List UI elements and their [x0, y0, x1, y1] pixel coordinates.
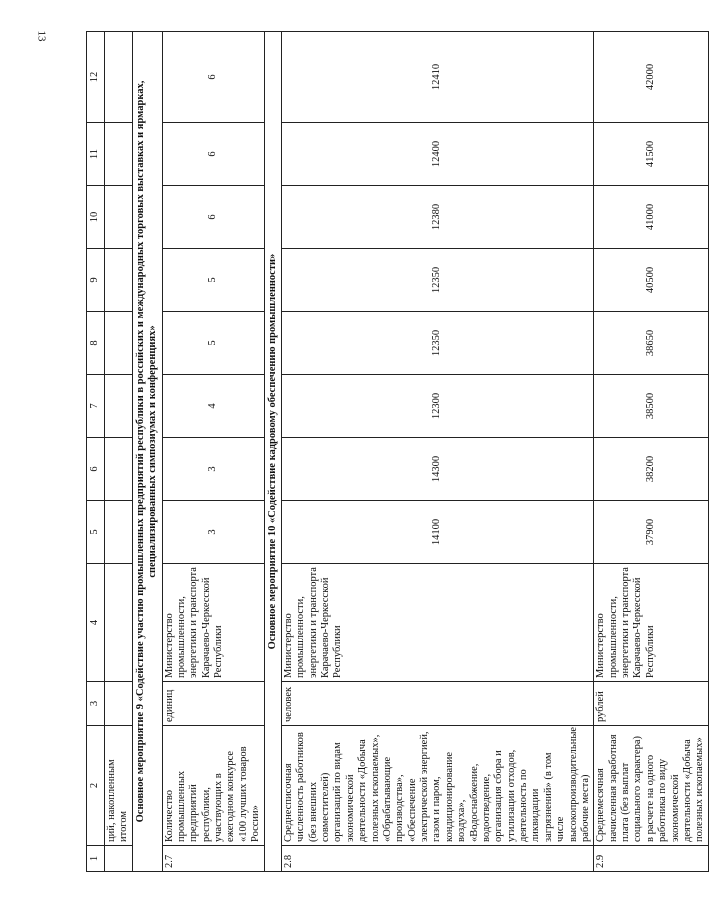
responsible-executor: Министерство промышленности, энергетики и транспорта Карачаево-Черкесской Республики: [162, 564, 264, 682]
value-cell: 12400: [281, 123, 593, 186]
continuation-label: ций, накопленным итогом: [105, 726, 133, 846]
column-number-row: [87, 32, 105, 872]
responsible-executor: Министерство промышленности, энергетики и транспорта Карачаево-Черкесской Республики: [281, 564, 593, 682]
rotated-page-content: [86, 32, 706, 872]
value-cell: 41500: [594, 123, 708, 186]
value-cell: 6: [162, 186, 264, 249]
value-cell: 12350: [281, 249, 593, 312]
value-cell: 6: [162, 32, 264, 123]
value-cell: 14100: [281, 501, 593, 564]
value-cell: 41000: [594, 186, 708, 249]
column-number: 1: [87, 846, 105, 872]
value-cell: 12350: [281, 312, 593, 375]
value-cell: 3: [162, 501, 264, 564]
value-cell: 38500: [594, 375, 708, 438]
column-number: 6: [87, 438, 105, 501]
unit: человек: [281, 682, 593, 726]
unit: рублей: [594, 682, 708, 726]
value-cell: 4: [162, 375, 264, 438]
value-cell: 37900: [594, 501, 708, 564]
column-number: 4: [87, 564, 105, 682]
value-cell: 12300: [281, 375, 593, 438]
row-id: 2.9: [594, 846, 708, 872]
indicators-table: [86, 31, 709, 872]
column-number: 2: [87, 726, 105, 846]
value-cell: 3: [162, 438, 264, 501]
indicator-name: Среднесписочная численность работников (без внешних совместителей) организаций по видам экономической деятельности «Добыча полезных ископаемых», «Обрабатывающие производства», «Обеспечение электрической энергией, газом и паром, кондиционирование воздуха», «Водоснабжение, водоотведение, организация сбора и утилизации отходов, деятельность по ликвидации загрязнений» (в том числе высокопроизводительные рабочие места): [281, 726, 593, 846]
value-cell: 5: [162, 249, 264, 312]
unit: единиц: [162, 682, 264, 726]
section-title: Основное мероприятие 10 «Содействие кадровому обеспечению промышленности»: [264, 32, 281, 872]
column-number: 5: [87, 501, 105, 564]
value-cell: 40500: [594, 249, 708, 312]
row-id: 2.8: [281, 846, 593, 872]
section-header-row: [264, 32, 281, 872]
column-number: 9: [87, 249, 105, 312]
value-cell: 12410: [281, 32, 593, 123]
row-id: 2.7: [162, 846, 264, 872]
column-number: 3: [87, 682, 105, 726]
value-cell: 14300: [281, 438, 593, 501]
value-cell: 12380: [281, 186, 593, 249]
column-number: 11: [87, 123, 105, 186]
table-row: [594, 32, 708, 872]
column-number: 12: [87, 32, 105, 123]
table-row: [162, 32, 264, 872]
table-row: [281, 32, 593, 872]
section-title: Основное мероприятие 9 «Содействие участию промышленных предприятий республики в российских и международных торговых выставках и ярмарках, специализированных симпозиумах и конференциях»: [132, 32, 162, 872]
value-cell: 6: [162, 123, 264, 186]
indicator-name: Количество промышленных предприятий республики, участвующих в ежегодном конкурсе «100 лучших товаров России»: [162, 726, 264, 846]
value-cell: 42000: [594, 32, 708, 123]
indicator-name: Среднемесячная начисленная заработная плата (без выплат социального характера) в расчете на одного работника по виду экономической деятельности «Добыча полезных ископаемых»: [594, 726, 708, 846]
responsible-executor: Министерство промышленности, энергетики и транспорта Карачаево-Черкесской Республики: [594, 564, 708, 682]
section-header-row: [132, 32, 162, 872]
column-number: 7: [87, 375, 105, 438]
value-cell: 5: [162, 312, 264, 375]
column-number: 8: [87, 312, 105, 375]
column-number: 10: [87, 186, 105, 249]
value-cell: 38200: [594, 438, 708, 501]
page-number: 13: [35, 30, 48, 42]
continuation-row: [105, 32, 133, 872]
value-cell: 38650: [594, 312, 708, 375]
